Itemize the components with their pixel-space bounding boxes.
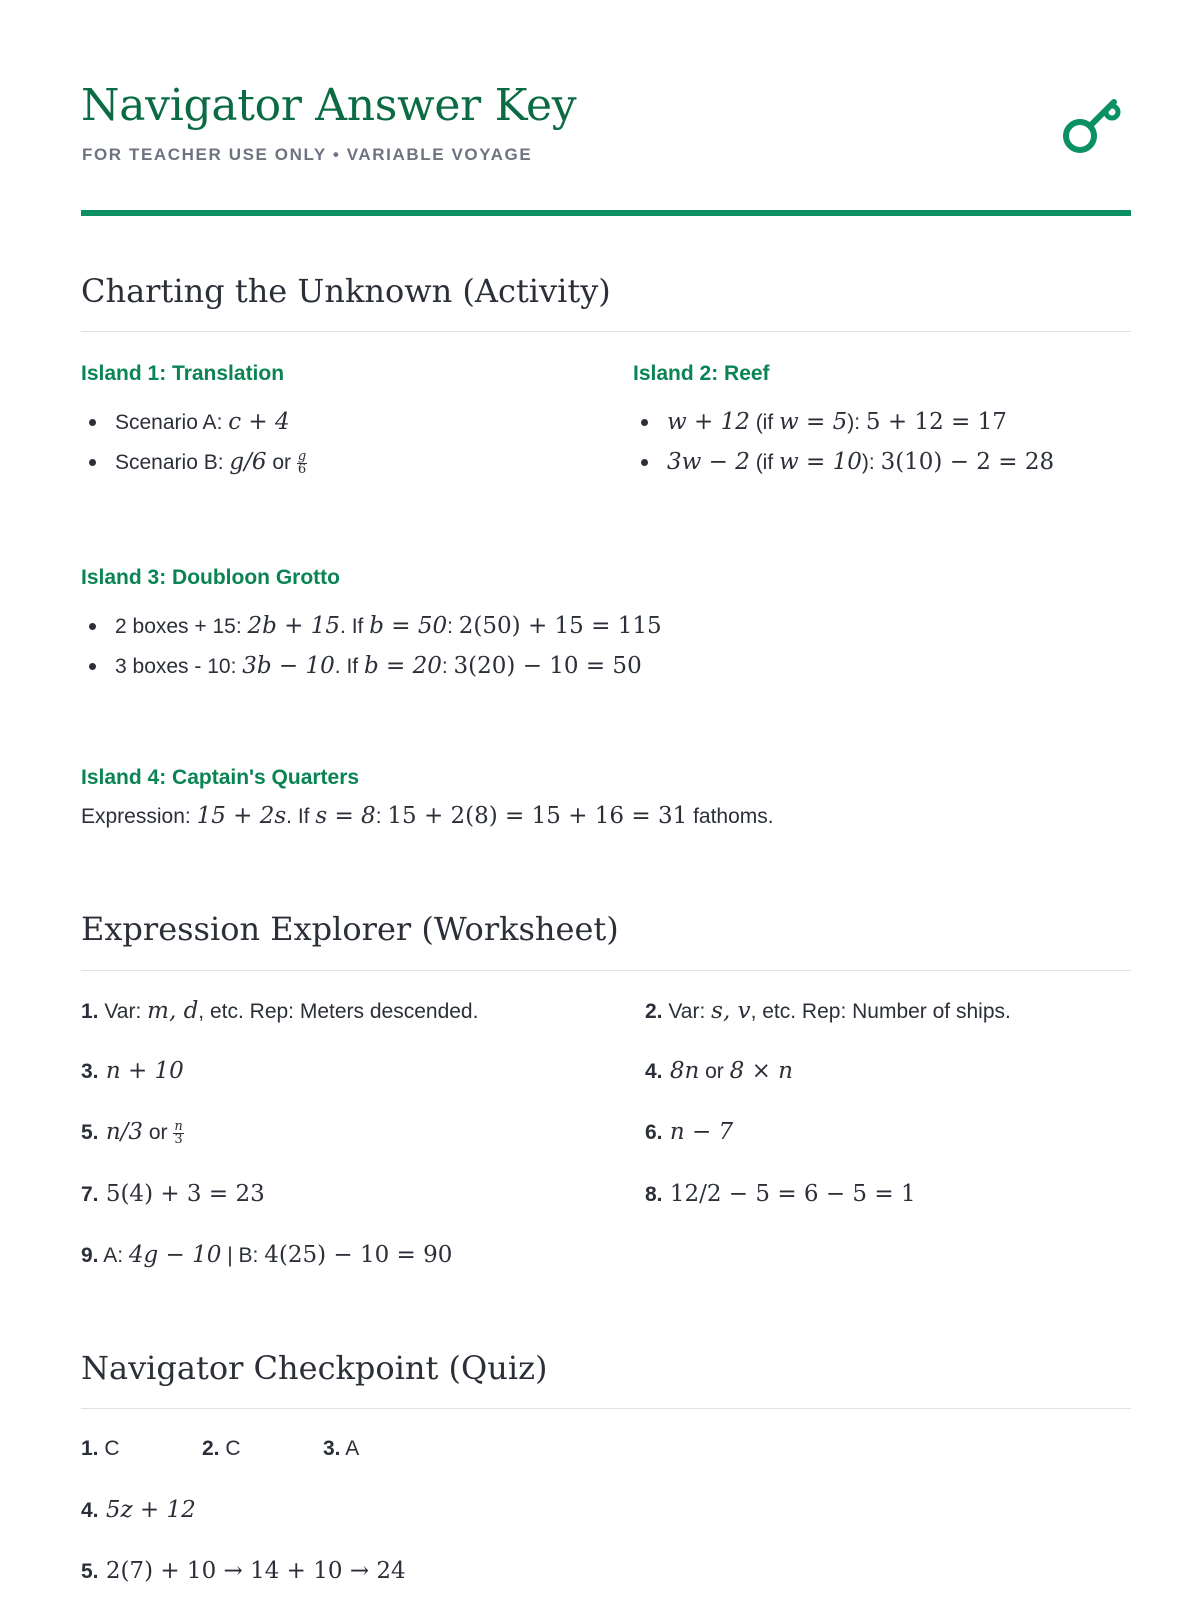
answer-math: 5(4) + 3 = 23 [98, 1181, 265, 1207]
answer-number: 1. [81, 1000, 99, 1023]
answer-math: 4g − 10 [128, 1242, 222, 1268]
worksheet-answer-2 [645, 998, 1011, 1024]
answer-number: 2. [202, 1437, 220, 1460]
answer-number: 9. [81, 1244, 99, 1267]
worksheet-answer-3 [81, 1058, 184, 1084]
worksheet-divider [81, 970, 1131, 971]
island-3-list [81, 606, 662, 686]
answer-number: 4. [645, 1060, 663, 1083]
grotto-math-3: 3(20) − 10 = 50 [453, 653, 642, 679]
answer-math: 2(7) + 10 → 14 + 10 → 24 [98, 1558, 406, 1584]
answer-math: 4(25) − 10 = 90 [264, 1242, 453, 1268]
page-subtitle: FOR TEACHER USE ONLY • VARIABLE VOYAGE [82, 145, 533, 164]
grotto-label: 2 boxes + 15: [115, 615, 248, 638]
island-2-list [633, 402, 1054, 482]
island-1-heading: Island 1: Translation [81, 362, 285, 385]
answer-math: 12/2 − 5 = 6 − 5 = 1 [662, 1181, 916, 1207]
list-item [81, 442, 307, 482]
answer-text: | B: [221, 1244, 265, 1267]
answer-math: n − 7 [662, 1119, 734, 1145]
island-4-heading: Island 4: Captain's Quarters [81, 766, 360, 789]
answer-text: A [340, 1437, 360, 1460]
scenario-b-label: Scenario B: [115, 451, 230, 474]
grotto-math-3: 2(50) + 15 = 115 [458, 613, 662, 639]
answer-text: A: [98, 1244, 129, 1267]
expression-label: Expression: [81, 805, 197, 828]
answer-text: or [699, 1060, 730, 1083]
answer-math: n/3 [98, 1119, 144, 1145]
activity-heading: Charting the Unknown (Activity) [81, 272, 611, 310]
answer-number: 8. [645, 1183, 663, 1206]
expression-math-1: 15 + 2s [196, 803, 287, 829]
worksheet-answer-9 [81, 1242, 452, 1268]
quiz-divider [81, 1408, 1131, 1409]
reef-sep: ): [847, 411, 866, 434]
reef-text: (if [749, 451, 780, 474]
answer-number: 4. [81, 1499, 99, 1522]
answer-math: s, v [711, 998, 751, 1024]
or-text: or [266, 451, 297, 474]
fraction-denominator: 3 [174, 1132, 183, 1147]
fraction-denominator: 6 [297, 462, 307, 477]
reef-math-1: w + 12 [667, 409, 750, 435]
quiz-answer-3 [323, 1437, 359, 1461]
worksheet-answer-1 [81, 998, 478, 1024]
worksheet-answer-7 [81, 1181, 265, 1207]
list-item [81, 402, 307, 442]
grotto-math-1: 3b − 10 [242, 653, 335, 679]
grotto-colon: : [441, 655, 454, 678]
island-2-heading: Island 2: Reef [633, 362, 770, 385]
list-item [633, 442, 1054, 482]
answer-number: 7. [81, 1183, 99, 1206]
answer-number: 6. [645, 1121, 663, 1144]
answer-number: 1. [81, 1437, 99, 1460]
quiz-answer-5 [81, 1558, 406, 1584]
answer-text: , etc. Rep: Number of ships. [750, 1000, 1011, 1023]
island-1-list [81, 402, 307, 482]
header-divider [81, 210, 1131, 216]
reef-text: (if [749, 411, 780, 434]
grotto-math-2: b = 50 [369, 613, 448, 639]
expression-colon: : [375, 805, 388, 828]
grotto-colon: : [447, 615, 459, 638]
answer-text: C [98, 1437, 120, 1460]
quiz-answer-1 [81, 1437, 120, 1461]
answer-number: 5. [81, 1560, 99, 1583]
quiz-heading: Navigator Checkpoint (Quiz) [81, 1349, 548, 1387]
grotto-if: . If [340, 615, 370, 638]
page-title: Navigator Answer Key [81, 80, 577, 131]
quiz-answer-2 [202, 1437, 241, 1461]
grotto-math-1: 2b + 15 [247, 613, 341, 639]
expression-if: . If [286, 805, 316, 828]
answer-math: 8n [662, 1058, 700, 1084]
grotto-label: 3 boxes - 10: [115, 655, 243, 678]
list-item [81, 646, 662, 686]
reef-math-1: 3w − 2 [667, 449, 750, 475]
answer-math: 8 × n [729, 1058, 793, 1084]
fraction-numerator: n [174, 1119, 183, 1134]
answer-number: 2. [645, 1000, 663, 1023]
reef-math-2: w = 5 [779, 409, 848, 435]
list-item [81, 606, 662, 646]
reef-math-3: 5 + 12 = 17 [865, 409, 1007, 435]
answer-fraction [173, 1121, 183, 1146]
expression-unit: fathoms. [687, 805, 774, 828]
grotto-if: . If [334, 655, 364, 678]
scenario-b-math: g/6 [229, 449, 267, 475]
reef-math-3: 3(10) − 2 = 28 [880, 449, 1055, 475]
worksheet-answer-8 [645, 1181, 916, 1207]
list-item [633, 402, 1054, 442]
worksheet-heading: Expression Explorer (Worksheet) [81, 910, 619, 948]
key-icon [1060, 92, 1128, 160]
grotto-math-2: b = 20 [363, 653, 442, 679]
answer-number: 3. [81, 1060, 99, 1083]
answer-text: Var: [98, 1000, 148, 1023]
answer-text: or [143, 1121, 174, 1144]
scenario-a-label: Scenario A: [115, 411, 229, 434]
worksheet-answer-6 [645, 1119, 733, 1145]
scenario-a-math: c + 4 [228, 409, 290, 435]
answer-text: Var: [662, 1000, 712, 1023]
island-3-heading: Island 3: Doubloon Grotto [81, 566, 340, 589]
quiz-answer-4 [81, 1497, 196, 1523]
answer-math: m, d [147, 998, 199, 1024]
expression-math-3: 15 + 2(8) = 15 + 16 = 31 [387, 803, 688, 829]
fraction-numerator: g [297, 449, 307, 464]
answer-math: 5z + 12 [98, 1497, 196, 1523]
answer-number: 3. [323, 1437, 341, 1460]
worksheet-answer-5 [81, 1119, 184, 1146]
answer-text: , etc. Rep: Meters descended. [198, 1000, 479, 1023]
answer-math: n + 10 [98, 1058, 184, 1084]
expression-math-2: s = 8 [315, 803, 376, 829]
answer-text: C [219, 1437, 241, 1460]
reef-sep: ): [861, 451, 881, 474]
reef-math-2: w = 10 [779, 449, 862, 475]
scenario-b-fraction [297, 451, 307, 476]
worksheet-answer-4 [645, 1058, 793, 1084]
activity-divider [81, 331, 1131, 332]
captains-quarters-expression [81, 803, 774, 829]
answer-number: 5. [81, 1121, 99, 1144]
